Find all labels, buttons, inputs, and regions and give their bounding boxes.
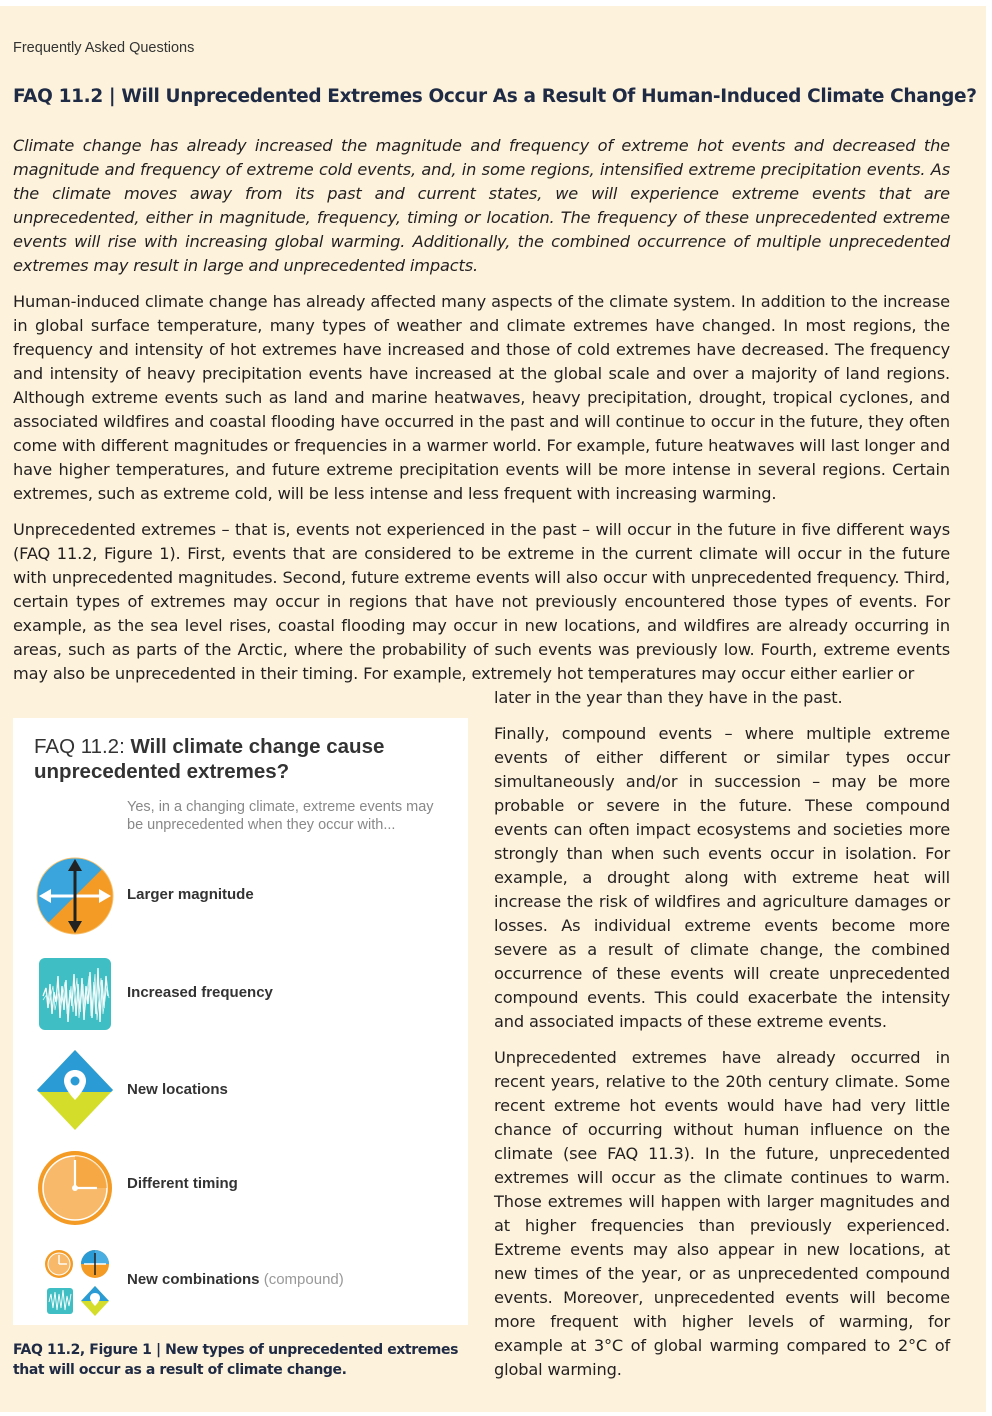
mini-clock-icon xyxy=(45,1250,73,1278)
figure-caption: FAQ 11.2, Figure 1 | New types of unprecedented extremes that will occur as a result of climate change. xyxy=(13,1342,459,1378)
body-paragraph-3: Finally, compound events – where multiple extreme events of either different or similar types occur simultaneously and/or in succession – may be more probable or severe in the future. These compound events can often impact ecosystems and societies more strongly than when such events occur in isolation. For example, a drought along with extreme heat will increase the risk of wildfires and agriculture damages or losses. As individual extreme events become more severe as a result of climate change, the combined occurrence of these events will create unprecedented compound events. This could exacerbate the intensity and associated impacts of these extreme events. xyxy=(494,724,950,1031)
item-larger-magnitude-label: Larger magnitude xyxy=(127,886,254,903)
mini-frequency-icon xyxy=(47,1288,73,1314)
item-new-combinations-label: New combinations (compound) xyxy=(127,1271,344,1288)
body-paragraph-1: Human-induced climate change has already affected many aspects of the climate system. In addition to the increase in global surface temperature, many types of weather and climate extremes have changed. In most regions, the frequency and intensity of hot extremes have increased and those of cold extremes have decreased. The frequency and intensity of heavy precipitation events have increased at the global scale and over a majority of land regions. Although extreme events such as land and marine heatwaves, heavy precipitation, drought, tropical cyclones, and associated wildfires and coastal flooding have occurred in the past and will continue to occur in the future, they often come with different magnitudes or frequencies in a warmer world. For example, future heatwaves will last longer and have higher temperatures, and future extreme precipitation events will be more intense in several regions. Certain extremes, such as extreme cold, will be less intense and less frequent with increasing warming. xyxy=(13,292,950,503)
item-new-locations xyxy=(13,1048,468,1138)
body-paragraph-2-end: later in the year than they have in the past. xyxy=(494,688,843,707)
mini-location-icon xyxy=(81,1286,109,1316)
body-paragraph-4: Unprecedented extremes have already occurred in recent years, relative to the 20th century climate. Some recent extreme hot events would have had very little chance of occurring without human influence on the climate (see FAQ 11.3). In the future, unprecedented extremes will occur as the climate continues to warm. Those extremes will happen with larger magnitudes and at higher frequencies than previously experienced. Extreme events may also appear in new locations, at new times of the year, or as unprecedented compound events. Moreover, unprecedented events will become more frequent with higher levels of warming, for example at 3°C of global warming compared to 2°C of global warming. xyxy=(494,1048,950,1379)
faq-title: FAQ 11.2 | Will Unprecedented Extremes Occur As a Result Of Human-Induced Climate Change? xyxy=(13,86,977,107)
figure-title: FAQ 11.2: Will climate change cause unprecedented extremes? xyxy=(34,735,385,783)
compound-icons xyxy=(35,1248,115,1318)
intro-paragraph: Climate change has already increased the magnitude and frequency of extreme hot events and decreased the magnitude and frequency of extreme cold events, and, in some regions, intensified extreme precipitation events. As the climate moves away from its past and current states, we will experience extreme events that are unprecedented, either in magnitude, frequency, timing or location. The frequency of these unprecedented extreme events will rise with increasing global warming. Additionally, the combined occurrence of multiple unprecedented extremes may result in large and unprecedented impacts. xyxy=(13,136,950,275)
figure-subtitle: Yes, in a changing climate, extreme events may be unprecedented when they occur with... xyxy=(127,799,434,833)
mini-magnitude-icon xyxy=(81,1250,109,1278)
magnitude-arrows-icon xyxy=(35,856,115,936)
frequency-waveform-icon xyxy=(35,956,115,1036)
clock-icon xyxy=(35,1148,115,1228)
location-pin-icon xyxy=(35,1048,115,1132)
item-increased-frequency-label: Increased frequency xyxy=(127,984,273,1001)
item-different-timing-label: Different timing xyxy=(127,1175,238,1192)
item-increased-frequency xyxy=(13,956,468,1046)
item-new-combinations xyxy=(13,1248,468,1338)
figure-panel xyxy=(13,718,468,1325)
body-paragraph-2: Unprecedented extremes – that is, events not experienced in the past – will occur in the future in five different ways (FAQ 11.2, Figure 1). First, events that are considered to be extreme in the current climate will occur in the future with unprecedented magnitudes. Second, future extreme events will also occur with unprecedented frequency. Third, certain types of extremes may occur in regions that have not previously encountered those types of events. For example, as the sea level rises, coastal flooding may occur in new locations, and wildfires are already occurring in areas, such as parts of the Arctic, where the probability of such events was previously low. Fourth, extreme events may also be unprecedented in their timing. For example, extremely hot temperatures may occur either earlier or xyxy=(13,520,950,683)
running-head: Frequently Asked Questions xyxy=(13,40,195,56)
item-new-locations-label: New locations xyxy=(127,1081,228,1098)
item-different-timing xyxy=(13,1148,468,1238)
